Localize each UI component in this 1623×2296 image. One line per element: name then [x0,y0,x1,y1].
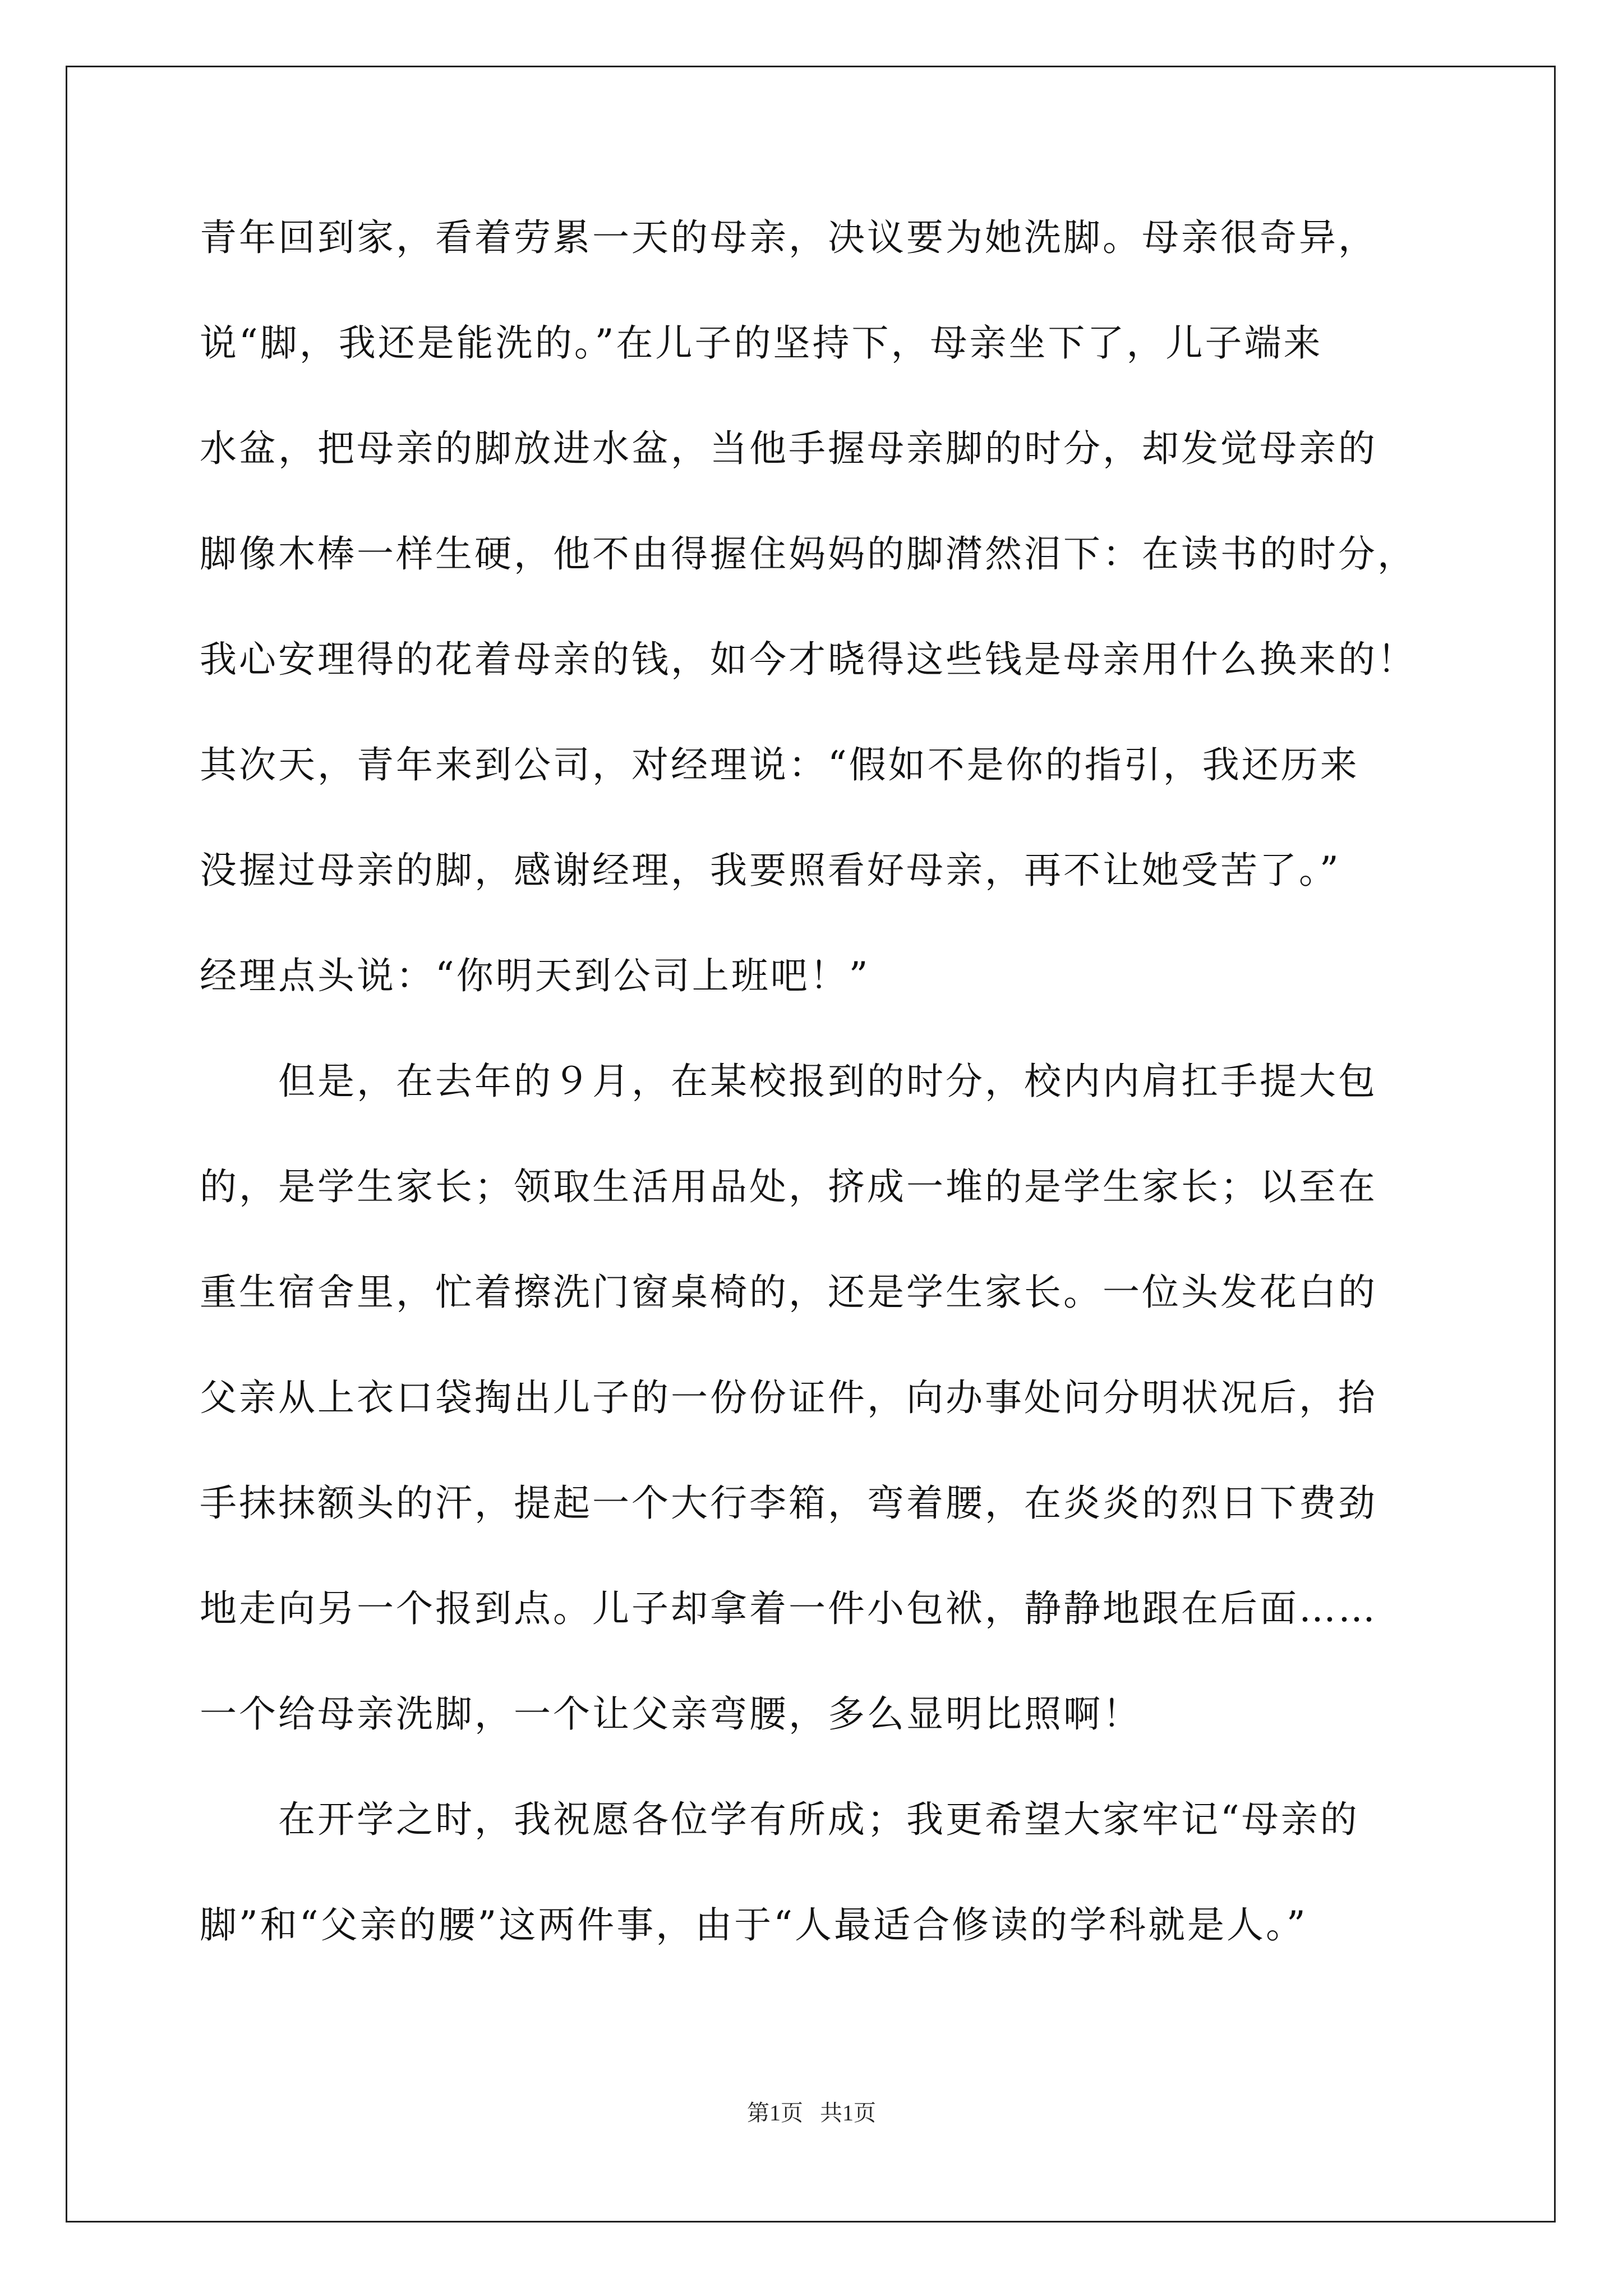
page-footer [0,2095,1623,2127]
text-line: 脚”和“父亲的腰”这两件事，由于“人最适合修读的学科就是人。” [200,1903,1308,1947]
text-line: 但是，在去年的９月，在某校报到的时分，校内内肩扛手提大包 [200,1060,1377,1103]
text-line: 手抹抹额头的汗，提起一个大行李箱，弯着腰，在炎炎的烈日下费劲 [200,1481,1377,1525]
text-line: 我心安理得的花着母亲的钱，如今才晓得这些钱是母亲用什么换来的！ [200,638,1417,681]
text-line: 的，是学生家长；领取生活用品处，挤成一堆的是学生家长；以至在 [200,1165,1377,1208]
text-line: 脚像木棒一样生硬，他不由得握住妈妈的脚潸然泪下：在读书的时分， [200,532,1417,576]
text-line: 在开学之时，我祝愿各位学有所成；我更希望大家牢记“母亲的 [200,1798,1359,1841]
text-line: 其次天，青年来到公司，对经理说：“假如不是你的指引，我还历来 [200,743,1359,786]
text-line: 青年回到家，看着劳累一天的母亲，决议要为她洗脚。母亲很奇异， [200,216,1377,259]
text-line: 地走向另一个报到点。儿子却拿着一件小包袱，静静地跟在后面…… [200,1587,1377,1630]
text-line: 没握过母亲的脚，感谢经理，我要照看好母亲，再不让她受苦了。” [200,849,1341,892]
page-number: 第1页 [747,2100,803,2125]
text-line: 重生宿舍里，忙着擦洗门窗桌椅的，还是学生家长。一位头发花白的 [200,1271,1377,1314]
text-line: 父亲从上衣口袋掏出儿子的一份份证件，向办事处问分明状况后，抬 [200,1376,1377,1419]
document-body [200,185,1428,1978]
text-line: 一个给母亲洗脚，一个让父亲弯腰，多么显明比照啊！ [200,1692,1142,1736]
page-total: 共1页 [820,2100,876,2125]
text-line: 经理点头说：“你明天到公司上班吧！” [200,954,870,997]
text-line: 水盆，把母亲的脚放进水盆，当他手握母亲脚的时分，却发觉母亲的 [200,427,1377,470]
text-line: 说“脚，我还是能洗的。”在儿子的坚持下，母亲坐下了，儿子端来 [200,321,1323,365]
